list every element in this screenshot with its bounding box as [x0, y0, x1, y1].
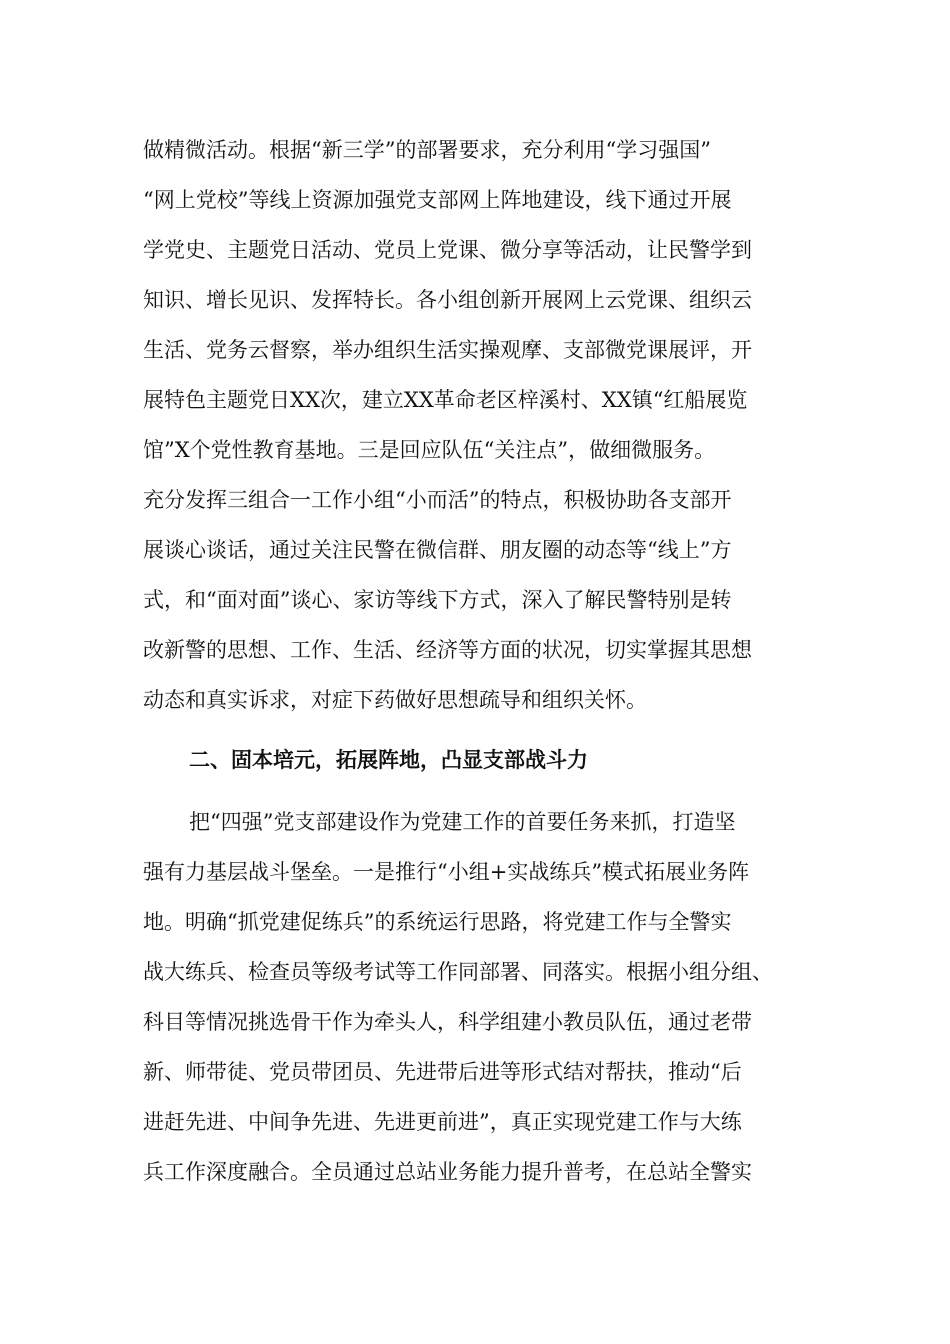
paragraph-2-line-2: 强有力基层战斗堡垒。一是推行“小组+实战练兵”模式拓展业务阵 [143, 860, 750, 884]
paragraph-2-line-6: 新、师带徒、党员带团员、先进带后进等形式结对帮扶，推动“后 [143, 1060, 742, 1084]
paragraph-1-line-9: 展谈心谈话，通过关注民警在微信群、朋友圈的动态等“线上”方 [143, 538, 732, 562]
paragraph-1-line-3: 学党史、主题党日活动、党员上党课、微分享等活动，让民警学到 [143, 238, 752, 262]
paragraph-1-line-7: 馆”X个党性教育基地。三是回应队伍“关注点”，做细微服务。 [143, 438, 716, 462]
paragraph-1-line-2: “网上党校”等线上资源加强党支部网上阵地建设，线下通过开展 [143, 188, 732, 212]
paragraph-2-line-4: 战大练兵、检查员等级考试等工作同部署、同落实。根据小组分组、 [143, 960, 773, 984]
paragraph-1-line-1: 做精微活动。根据“新三学”的部署要求，充分利用“学习强国” [143, 138, 711, 162]
paragraph-1-line-5: 生活、党务云督察，举办组织生活实操观摩、支部微党课展评，开 [143, 338, 752, 362]
section-heading: 二、固本培元，拓展阵地，凸显支部战斗力 [189, 748, 588, 772]
paragraph-1-line-11: 改新警的思想、工作、生活、经济等方面的状况，切实掌握其思想 [143, 638, 752, 662]
paragraph-1-line-10: 式，和“面对面”谈心、家访等线下方式，深入了解民警特别是转 [143, 588, 732, 612]
paragraph-1-line-12: 动态和真实诉求，对症下药做好思想疏导和组织关怀。 [143, 688, 647, 712]
paragraph-2-line-8: 兵工作深度融合。全员通过总站业务能力提升普考，在总站全警实 [143, 1160, 752, 1184]
paragraph-2-line-1: 把“四强”党支部建设作为党建工作的首要任务来抓，打造坚 [189, 810, 736, 834]
paragraph-2-line-3: 地。明确“抓党建促练兵”的系统运行思路，将党建工作与全警实 [143, 910, 732, 934]
paragraph-2-line-7: 进赶先进、中间争先进、先进更前进”，真正实现党建工作与大练 [143, 1110, 742, 1134]
paragraph-1-line-4: 知识、增长见识、发挥特长。各小组创新开展网上云党课、组织云 [143, 288, 752, 312]
paragraph-1-line-8: 充分发挥三组合一工作小组“小而活”的特点，积极协助各支部开 [143, 488, 732, 512]
paragraph-2-line-5: 科目等情况挑选骨干作为牵头人，科学组建小教员队伍，通过老带 [143, 1010, 752, 1034]
paragraph-1-line-6: 展特色主题党日XX次，建立XX革命老区梓溪村、XX镇“红船展览 [143, 388, 748, 412]
